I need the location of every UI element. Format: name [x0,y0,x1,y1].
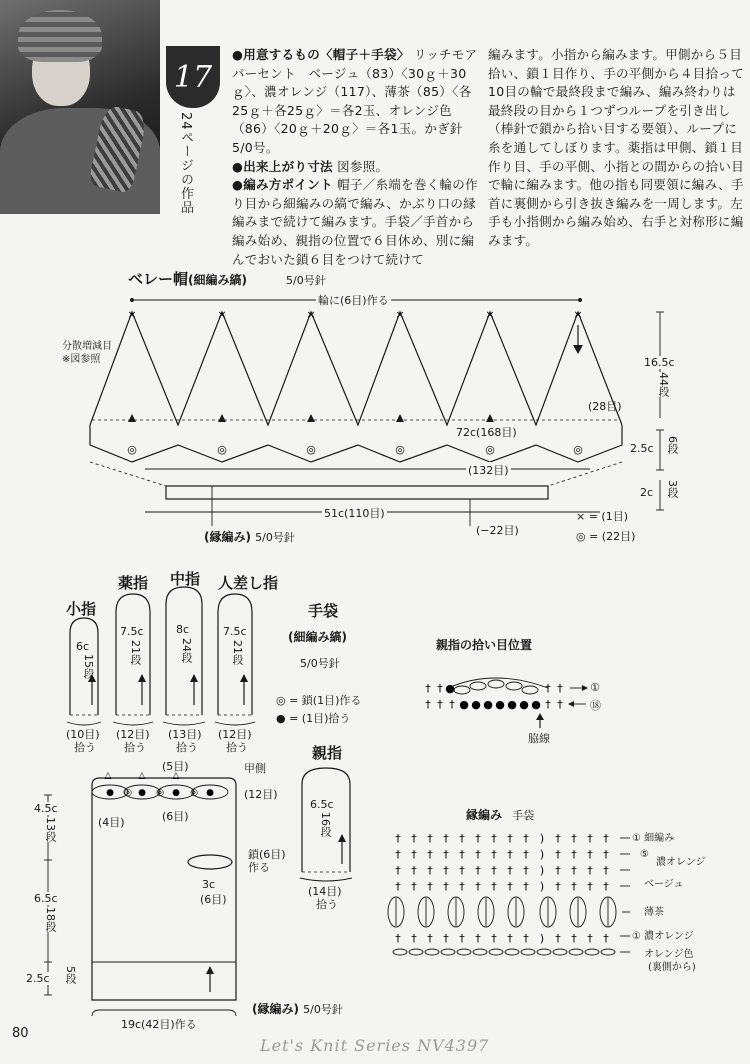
beret-height-top-rows: 44段 [657,372,670,397]
edging-chart-title [466,806,534,823]
glove-hook: 5/0号針 [300,657,340,670]
tips-body: 帽子／糸端を巻く輪の作り目から細編みの縞で編み、かぶり口の縁編みまで続けて編みます。手袋／手首から編み始め、親指の位置で６目休め、別に編んでおいた鎖６目をつけて続けて [232,177,478,267]
finger-pick-label-index: 拾う [226,741,248,754]
svg-text:†: † [555,832,561,845]
svg-text:†: † [523,932,529,945]
glove-legend-chain: ◎ = 鎖(1目)作る [276,694,362,707]
materials-body: リッチモア パーセント ベージュ（83）〈30ｇ＋30ｇ〉、濃オレンジ（117）、薄茶（85）〈各25ｇ＋各25ｇ〉＝各2玉、オレンジ色（86）〈20ｇ＋20ｇ〉＝各1玉。かぎ針5/0号。 [232,47,491,155]
svg-text:◎: ◎ [127,443,137,456]
svg-text:†: † [491,832,497,845]
svg-text:●: ● [483,698,493,711]
svg-text:†: † [459,932,465,945]
finger-rows-middle: 24段 [180,638,193,663]
svg-text:◎: ◎ [485,443,495,456]
edging-row-5: ⑤ [640,849,649,860]
svg-text:†: † [557,698,563,711]
svg-text:†: † [587,832,593,845]
svg-text:†: † [459,832,465,845]
beret-edging-label: (縁編み) [204,530,251,544]
svg-text:†: † [427,932,433,945]
svg-text:†: † [491,932,497,945]
svg-text:●: ● [459,698,469,711]
edging-row-1-num: ① [632,833,641,844]
reference-note: 24ページの作品 [178,112,193,215]
glove-chain-6: 鎖(6目) [248,848,286,861]
edging-beige: ベージュ [644,879,684,890]
glove-legend-pick: ● = (1目)拾う [276,712,351,725]
svg-text:†: † [545,698,551,711]
svg-text:†: † [571,932,577,945]
svg-text:◎: ◎ [217,443,227,456]
glove-h2: 6.5c [34,892,58,905]
series-footer: Let's Knit Series NV4397 [260,1036,490,1055]
beret-height-top: 16.5c [644,356,675,369]
svg-text:†: † [603,848,609,861]
beret-height-edge-rows: 3段 [666,480,679,498]
svg-text:△: △ [104,771,112,781]
svg-text:†: † [475,864,481,877]
svg-text:†: † [443,880,449,893]
thumb-pickup-row-1: ① [590,681,600,694]
beret-width: 51c(110目) [324,507,385,520]
svg-text:†: † [587,848,593,861]
svg-text:×: × [573,308,583,321]
finger-rows-ring: 21段 [129,640,142,665]
svg-text:†: † [475,832,481,845]
beret-title-sub: (細編み縞) [188,273,247,287]
glove-thumb-hole: 3c [202,878,216,891]
glove-st-6: (6目) [162,810,189,823]
glove-thumb-hole-st: (6目) [200,893,227,906]
finger-label-pinky: 小指 [66,600,97,618]
svg-text:●: ● [531,698,541,711]
beret-ring-label: 輪に(6目)作る [318,294,389,307]
beret-height-band-rows: 6段 [666,436,679,454]
svg-text:†: † [459,880,465,893]
glove-h1-rows: 13段 [44,817,57,842]
edging-chart-title-main: 縁編み [466,808,503,822]
glove-h3-rows: 5段 [64,966,77,984]
finger-rows-pinky: 15段 [82,654,95,679]
svg-text:†: † [523,848,529,861]
instructions-column-2: 編みます。小指から編みます。甲側から５目拾い、鎖１目作り、手の平側から４目拾って10目の輪で最終段まで編み、編み終わりは最終段の目から１つずつループを引き出し（棒針で鎖から拾い目する要領）、ループに糸を通してしぼります。薬指は甲側、鎖１目作り目、手の平側、小指との間からの拾い目で輪に編みます。他の指も同要領に編み、手首に裏側から引き抜き編みを一周します。左手も小指側から編み始め、右手と対称形に編みます。 [488,47,745,248]
beret-edging [204,528,295,545]
glove-title: 手袋 [308,602,339,620]
svg-text:†: † [557,682,563,695]
edging-row-1 [632,832,674,845]
thumb-pickup-row-18: ⑱ [590,699,601,712]
edging-dark-orange: 濃オレンジ [656,857,706,868]
thumb-pickup-side-line: 脇線 [528,732,550,745]
beret-diagram [90,298,664,526]
svg-text:†: † [449,698,455,711]
edging-row-1-label: 細編み [644,833,675,844]
svg-text:†: † [437,698,443,711]
svg-text:†: † [443,932,449,945]
svg-text:): ) [539,848,545,861]
edging-orange-note: (裏側から) [648,962,696,973]
svg-text:†: † [395,880,401,893]
finger-rows-index: 21段 [231,640,244,665]
svg-text:†: † [603,932,609,945]
finger-size-pinky: 6c [76,640,90,653]
edging-chart-subtitle: 手袋 [512,809,535,822]
beret-edging-hook: 5/0号針 [255,531,295,544]
glove-width: 19c(42目)作る [118,1016,200,1032]
legend-circle: ◎ = (22目) [576,530,636,543]
edging-dark-orange-2: 濃オレンジ [644,931,694,942]
edging-chart [388,832,630,955]
svg-text:●: ● [172,788,180,798]
svg-text:†: † [427,848,433,861]
svg-text:△: △ [138,771,146,781]
glove-h3: 2.5c [26,972,50,985]
svg-text:†: † [571,832,577,845]
thumb-pickup-title: 親指の拾い目位置 [436,638,533,652]
svg-text:†: † [475,880,481,893]
thumb-title: 親指 [312,744,343,762]
svg-text:◎: ◎ [395,443,405,456]
svg-text:●: ● [507,698,517,711]
thumb-rows: 16段 [319,812,332,837]
svg-text:×: × [395,308,405,321]
svg-text:†: † [587,932,593,945]
finger-pick-index: (12目) [218,728,252,741]
thumb-pickup-chart [425,678,588,728]
svg-text:†: † [507,932,513,945]
svg-text:●: ● [138,788,146,798]
increase-note-1: 分散増減目 [62,341,112,352]
svg-text:†: † [523,832,529,845]
glove-subtitle: (細編み縞) [288,630,347,644]
svg-text:†: † [507,832,513,845]
svg-text:†: † [603,832,609,845]
svg-text:†: † [443,848,449,861]
svg-text:†: † [425,698,431,711]
edging-light-brown: 薄茶 [644,907,664,918]
svg-text:†: † [555,880,561,893]
finger-pick-label-middle: 拾う [176,741,198,754]
finger-label-ring: 薬指 [118,574,149,592]
svg-text:●: ● [106,788,114,798]
pattern-number-badge: 17 [166,46,220,108]
svg-text:†: † [603,864,609,877]
svg-text:†: † [459,848,465,861]
glove-st-4: (4目) [98,816,125,829]
svg-text:†: † [443,864,449,877]
finger-pick-label-ring: 拾う [124,741,146,754]
svg-text:): ) [539,864,545,877]
beret-stitches-28: (28目) [588,400,622,413]
beret-circumference: 72c(168目) [456,426,517,439]
svg-text:†: † [475,848,481,861]
svg-text:†: † [491,864,497,877]
svg-text:): ) [539,932,545,945]
svg-text:†: † [411,932,417,945]
svg-text:◎: ◎ [190,788,198,798]
finger-label-middle: 中指 [170,570,201,588]
svg-text:●: ● [445,682,455,695]
beret-stitches-132: (132目) [468,464,509,477]
svg-text:†: † [411,880,417,893]
svg-text:†: † [427,880,433,893]
svg-text:†: † [555,864,561,877]
size-body: 図参照。 [337,158,389,174]
svg-text:†: † [555,932,561,945]
svg-text:●: ● [206,788,214,798]
thumb-pick-label: 拾う [316,898,338,911]
beret-height-band: 2.5c [630,442,654,455]
svg-text:†: † [603,880,609,893]
svg-text:†: † [395,848,401,861]
svg-text:△: △ [172,771,180,781]
glove-edging-label: (縁編み) [252,1002,299,1016]
svg-text:†: † [507,864,513,877]
glove-chain-make: 作る [248,861,270,874]
svg-text:†: † [443,832,449,845]
svg-text:●: ● [495,698,505,711]
thumb-pick: (14目) [308,885,342,898]
finger-pick-pinky: (10目) [66,728,100,741]
legend-x: × = (1目) [576,510,629,523]
beret-decrease: (−22目) [476,524,519,537]
svg-text:×: × [127,308,137,321]
finger-pick-label-pinky: 拾う [74,741,96,754]
svg-text:†: † [491,880,497,893]
svg-text:●: ● [519,698,529,711]
glove-h1: 4.5c [34,802,58,815]
svg-text:†: † [555,848,561,861]
thumb-size: 6.5c [310,798,334,811]
svg-text:†: † [507,848,513,861]
svg-text:◎: ◎ [124,788,132,798]
svg-text:†: † [411,832,417,845]
svg-text:†: † [523,880,529,893]
svg-text:†: † [395,864,401,877]
svg-text:†: † [523,864,529,877]
size-heading: ●出来上がり寸法 [232,158,333,174]
finger-size-index: 7.5c [223,625,247,638]
glove-edging [252,1000,343,1017]
svg-text:†: † [587,864,593,877]
svg-text:◎: ◎ [306,443,316,456]
svg-text:†: † [395,832,401,845]
svg-text:◎: ◎ [573,443,583,456]
finger-size-ring: 7.5c [120,625,144,638]
finger-pick-middle: (13目) [168,728,202,741]
svg-text:†: † [411,864,417,877]
tips-heading: ●編み方ポイント [232,177,333,193]
svg-text:†: † [411,848,417,861]
svg-text:†: † [437,682,443,695]
svg-text:×: × [217,308,227,321]
beret-height-edge: 2c [640,486,654,499]
finger-pick-ring: (12目) [116,728,150,741]
svg-text:†: † [459,864,465,877]
svg-text:†: † [545,682,551,695]
beret-title [128,268,247,289]
svg-text:†: † [571,864,577,877]
glove-st-5: (5目) [162,760,189,773]
svg-text:†: † [427,832,433,845]
edging-row-1b [632,930,694,943]
svg-text:†: † [571,880,577,893]
svg-text:×: × [485,308,495,321]
svg-text:): ) [539,880,545,893]
svg-text:†: † [491,848,497,861]
svg-text:†: † [395,932,401,945]
svg-text:†: † [587,880,593,893]
svg-text:◎: ◎ [156,788,164,798]
materials-heading: ●用意するもの〈帽子＋手袋〉 [232,47,410,62]
edging-orange: オレンジ色 [644,949,694,960]
svg-text:†: † [425,682,431,695]
svg-text:): ) [539,832,545,845]
edging-row-1b-num: ① [632,931,641,942]
svg-text:×: × [306,308,316,321]
svg-text:†: † [571,848,577,861]
page-number: 80 [12,1026,29,1041]
svg-text:†: † [475,932,481,945]
svg-text:†: † [507,880,513,893]
glove-back-side: 甲側 [244,762,266,775]
increase-note-2: ※図参照 [62,354,101,365]
beret-title-main: ベレー帽 [128,270,189,288]
beret-hook: 5/0号針 [286,274,326,287]
glove-edging-hook: 5/0号針 [303,1003,343,1016]
glove-h2-rows: 18段 [44,907,57,932]
finger-size-middle: 8c [176,623,190,636]
svg-text:●: ● [471,698,481,711]
svg-text:†: † [427,864,433,877]
finger-label-index: 人差し指 [218,574,279,592]
glove-st-12: (12目) [244,788,278,801]
